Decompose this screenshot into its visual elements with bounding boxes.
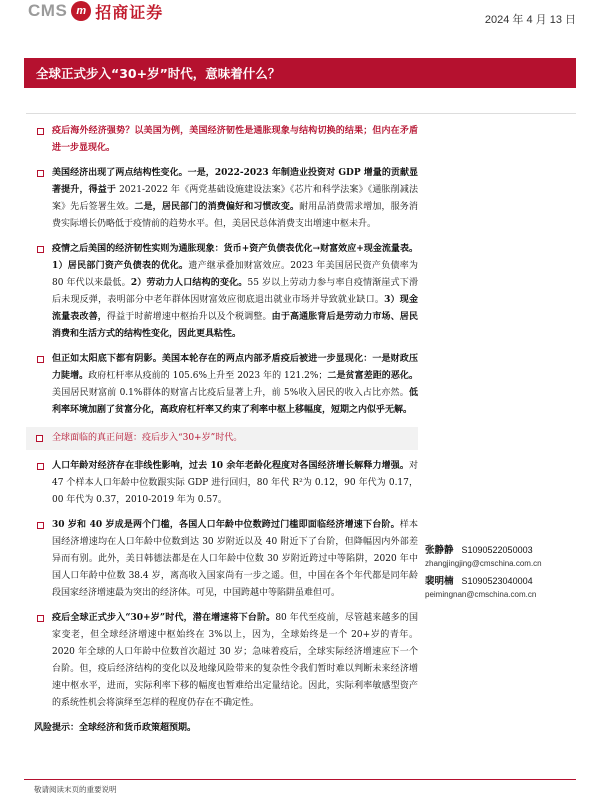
logo-mark-icon: m bbox=[71, 1, 91, 21]
bullet-paragraph bbox=[34, 458, 418, 509]
square-bullet-icon bbox=[37, 522, 44, 529]
summary-body bbox=[34, 123, 418, 745]
body-text: 2021-2022 年《两党基础设施建设法案》《芯片和科学法案》《通胀削减法案》先后签署生效。 bbox=[52, 185, 418, 212]
square-bullet-icon bbox=[37, 170, 44, 177]
analyst-row bbox=[425, 575, 585, 588]
square-bullet-icon bbox=[37, 356, 44, 363]
analyst-license-id: S1090522050003 bbox=[461, 545, 533, 555]
bullet-paragraph bbox=[34, 241, 418, 343]
body-text: 55 岁以上劳动力参与率自疫情渐崖式下滑后未现反弹，表明部分中老年群体因财富效应彻底退出就业市场并导致就业缺口。 bbox=[52, 278, 418, 305]
bold-text: 2）劳动力人口结构的变化。 bbox=[130, 278, 248, 288]
body-text: 样本国经济增速均在人口年龄中位数到达 30 岁附近以及 40 附近下了台阶，但降幅因内外部差异而有别。此外，美日韩德法都是在人口年龄中位数 30 岁附近跨过中等陷阱，2020 年中国人口年龄中位数 38.4 岁，离高收入国家尚有一步之遥。但，中国在各个年代都是同年龄段国家经济增速最为突出的经济体。可见，中国跨越中等陷阱虽难但可。 bbox=[52, 520, 418, 598]
bullet-paragraph bbox=[34, 165, 418, 233]
bullet-paragraph bbox=[34, 517, 418, 602]
body-text: 遗产继承叠加财富效应。2023 年美国居民资产负债率为 80 年代以来最低。 bbox=[52, 261, 418, 288]
body-text: 全球面临的真正问题：疫后步入“30+岁”时代。 bbox=[52, 433, 243, 443]
bold-text: 人口年龄对经济存在非线性影响，过去 10 余年老龄化程度对各国经济增长解释力增强。 bbox=[52, 461, 409, 471]
risk-warning bbox=[34, 720, 418, 737]
report-date: 2024 年 4 月 13 日 bbox=[484, 14, 576, 26]
analyst-row bbox=[425, 544, 585, 557]
body-text: 得益于时薪增速中枢抬升以及个税调整。 bbox=[106, 312, 272, 322]
bullet-paragraph bbox=[34, 123, 418, 157]
bold-text: 由于高通胀背后是劳动力市场、居民消费和生活方式的结构性变化，因此更具粘性。 bbox=[52, 312, 418, 339]
analyst-email[interactable]: peimingnan@cmschina.com.cn bbox=[425, 590, 537, 599]
body-text: 对 47 个样本人口年龄中位数跟实际 GDP 进行回归，80 年代 R²为 0.12，90 年代为 0.17，00 年代为 0.37，2010-2019 年为 0.57。 bbox=[52, 461, 418, 505]
analyst-license-id: S1090523040004 bbox=[461, 576, 533, 586]
square-bullet-icon bbox=[37, 128, 44, 135]
bold-text: 得益于 bbox=[88, 185, 117, 195]
risk-label: 风险提示： bbox=[34, 723, 80, 733]
analyst-name: 张静静 bbox=[425, 545, 454, 556]
square-bullet-icon bbox=[37, 246, 44, 253]
section-highlight bbox=[26, 427, 418, 450]
footer-disclaimer: 敬请阅读末页的重要说明 bbox=[34, 785, 117, 794]
bold-text: 二是，居民部门的消费偏好和习惯改变。 bbox=[134, 202, 300, 212]
title-banner bbox=[24, 58, 576, 88]
report-title: 全球正式步入“30+岁”时代，意味着什么？ bbox=[36, 66, 281, 81]
analyst-panel bbox=[425, 544, 585, 606]
body-text: 耐用品消费需求增加，服务消费实际增长仍略低于疫情前的趋势水平。但，美居民总体消费支出增速中枢未升。 bbox=[52, 202, 418, 229]
analyst-email[interactable]: zhangjingjing@cmschina.com.cn bbox=[425, 559, 542, 568]
bold-text: 二是贫富差距的恶化。 bbox=[327, 371, 418, 381]
square-bullet-icon bbox=[36, 435, 43, 442]
bold-text: 低利率环境加剧了贫富分化，高政府杠杆率又约束了利率中枢上移幅度，短期之内似乎无解。 bbox=[52, 388, 418, 415]
risk-text: 全球经济和货币政策超预期。 bbox=[79, 723, 197, 733]
bold-text: 疫后海外经济强势？以美国为例，美国经济韧性是通胀现象与结构切换的结果；但内在矛盾进一步显现化。 bbox=[52, 126, 418, 153]
bold-text: 3）现金流量表改善， bbox=[52, 295, 418, 322]
bold-text: 30 岁和 40 岁成是两个门槛，各国人口年龄中位数跨过门槛即面临经济增速下台阶。 bbox=[52, 520, 400, 530]
analyst-name: 裴明楠 bbox=[425, 576, 454, 587]
body-text: 美国居民财富前 0.1%群体的财富占比疫后显著上升，前 5%收入居民的收入占比亦然。 bbox=[52, 388, 409, 398]
bold-text: 疫情之后美国的经济韧性实则为通胀现象：货币+资产负债表优化→财富效应+现金流量表。1）居民部门资产负债表的优化。 bbox=[52, 244, 418, 271]
logo-company-name: 招商证券 bbox=[95, 2, 164, 22]
brand-logo bbox=[28, 0, 163, 22]
header-divider bbox=[26, 113, 576, 114]
bullet-paragraph bbox=[34, 351, 418, 419]
footer-divider bbox=[24, 779, 576, 780]
square-bullet-icon bbox=[37, 463, 44, 470]
bullet-paragraph bbox=[34, 610, 418, 712]
logo-cms-text: CMS bbox=[28, 1, 68, 20]
bold-text: 但正如太阳底下都有阴影。美国本轮存在的两点内部矛盾疫后被进一步显现化：一是财政压力陡增。 bbox=[52, 354, 418, 381]
body-text: 80 年代至疫前，尽管越来越多的国家变老，但全球经济增速中枢始终在 3%以上，因为，全球始终是一个 20+岁的青年。2020 年全球的人口年龄中位数首次超过 30 岁；急味着疫后，全球实际经济增速应下一个台阶。但，疫后经济结构的变化以及地缘风险带来的复杂性令我们暂时难以判断未来经济增速中枢水平，进而，实际利率下移的幅度也暂难给出定量结论。因此，实际利率敏感型资产的系统性机会将演绎至怎样的程度仍存在不确定性。 bbox=[52, 613, 418, 708]
body-text: 政府杠杆率从疫前的 105.6%上升至 2023 年的 121.2%； bbox=[88, 371, 328, 381]
square-bullet-icon bbox=[37, 615, 44, 622]
bold-text: 美国经济出现了两点结构性变化。一是，2022-2023 年制造业投资对 GDP 增量的贡献显著提升， bbox=[52, 168, 418, 195]
bold-text: 疫后全球正式步入“30+岁”时代，潜在增速将下台阶。 bbox=[52, 613, 276, 623]
